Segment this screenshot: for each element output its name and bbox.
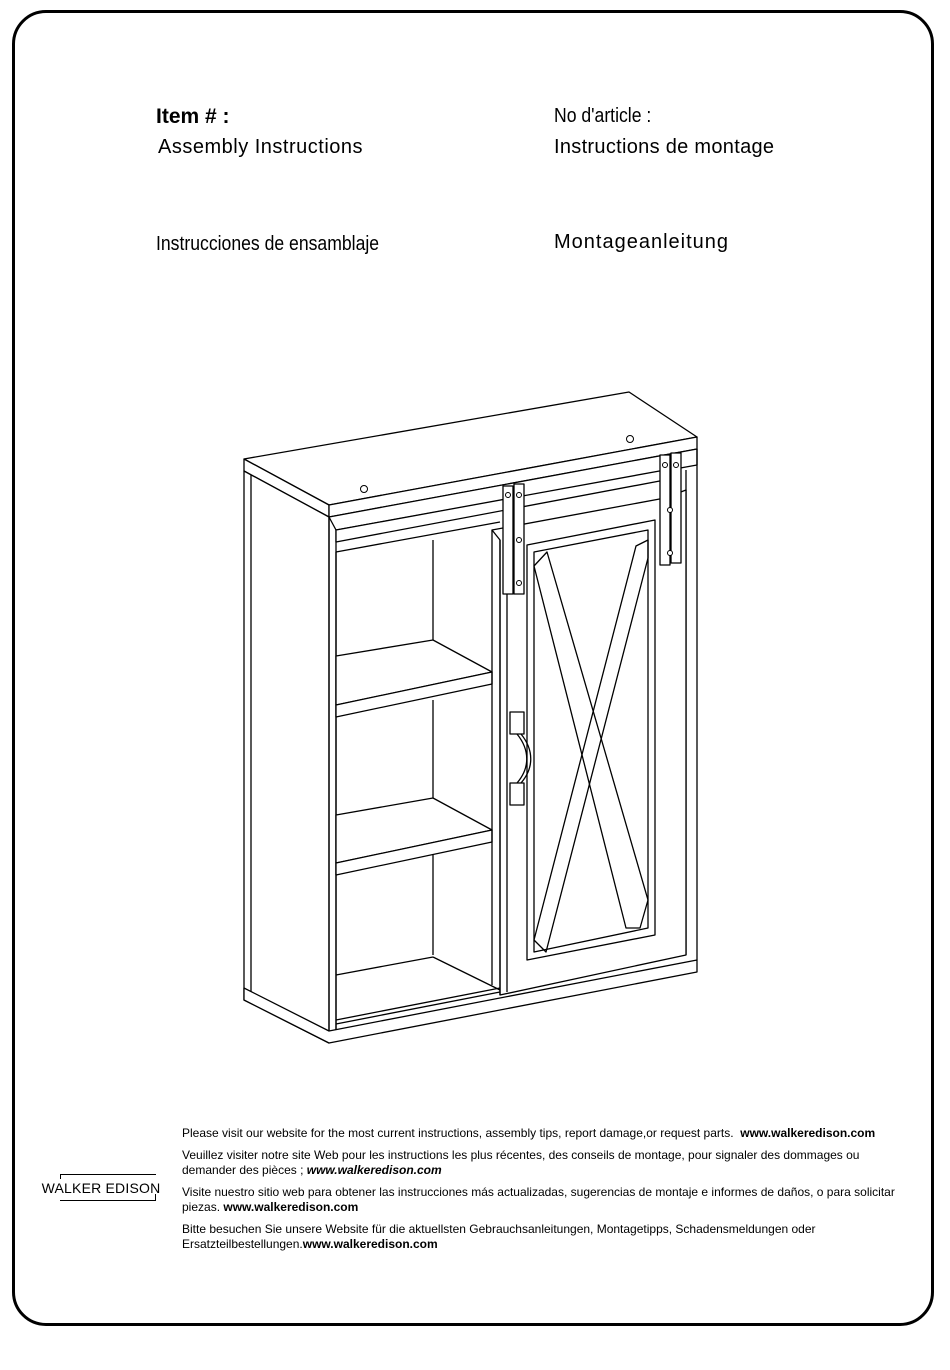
title-spanish: Instrucciones de ensamblaje [156, 233, 380, 255]
footer-spanish-text: Visite nuestro sitio web para obtener las instrucciones más actualizadas, sugerencias de montaje e informes de daños, o para solicitar piezas. [182, 1185, 895, 1214]
website-link-french[interactable]: www.walkeredison.com [306, 1163, 442, 1177]
website-link-english[interactable]: www.walkeredison.com [740, 1126, 876, 1140]
footer-english-text: Please visit our website for the most current instructions, assembly tips, report damage,or request parts. [182, 1126, 734, 1140]
logo-tick-right [155, 1194, 156, 1200]
title-german: Montageanleitung [554, 231, 730, 253]
title-english: Assembly Instructions [158, 136, 364, 158]
footer-german [182, 1222, 910, 1252]
item-number-label: Item # : [156, 105, 230, 128]
logo-tick-left [60, 1174, 61, 1179]
title-french: Instructions de montage [554, 136, 775, 158]
footer-french [182, 1148, 910, 1178]
logo-rule-top [60, 1174, 156, 1175]
footer-german-text: Bitte besuchen Sie unsere Website für die aktuellsten Gebrauchsanleitungen, Montagetipps, Schadensmeldungen oder Ersatzteilbestellungen. [182, 1222, 816, 1251]
walker-edison-logo [40, 1172, 162, 1204]
footer-french-text: Veuillez visiter notre site Web pour les instructions les plus récentes, des conseils de montage, pour signaler des dommages ou demander des pièces ; [182, 1148, 860, 1177]
website-link-spanish[interactable]: www.walkeredison.com [223, 1200, 359, 1214]
footer-english [182, 1126, 910, 1141]
footer-notice [182, 1126, 910, 1259]
website-link-german[interactable]: www.walkeredison.com [302, 1237, 438, 1251]
item-number-label-french: No d'article : [554, 105, 652, 127]
footer-spanish [182, 1185, 910, 1215]
cabinet-illustration [236, 385, 706, 1050]
logo-rule-bottom [60, 1200, 156, 1201]
logo-text: WALKER EDISON [41, 1180, 161, 1196]
